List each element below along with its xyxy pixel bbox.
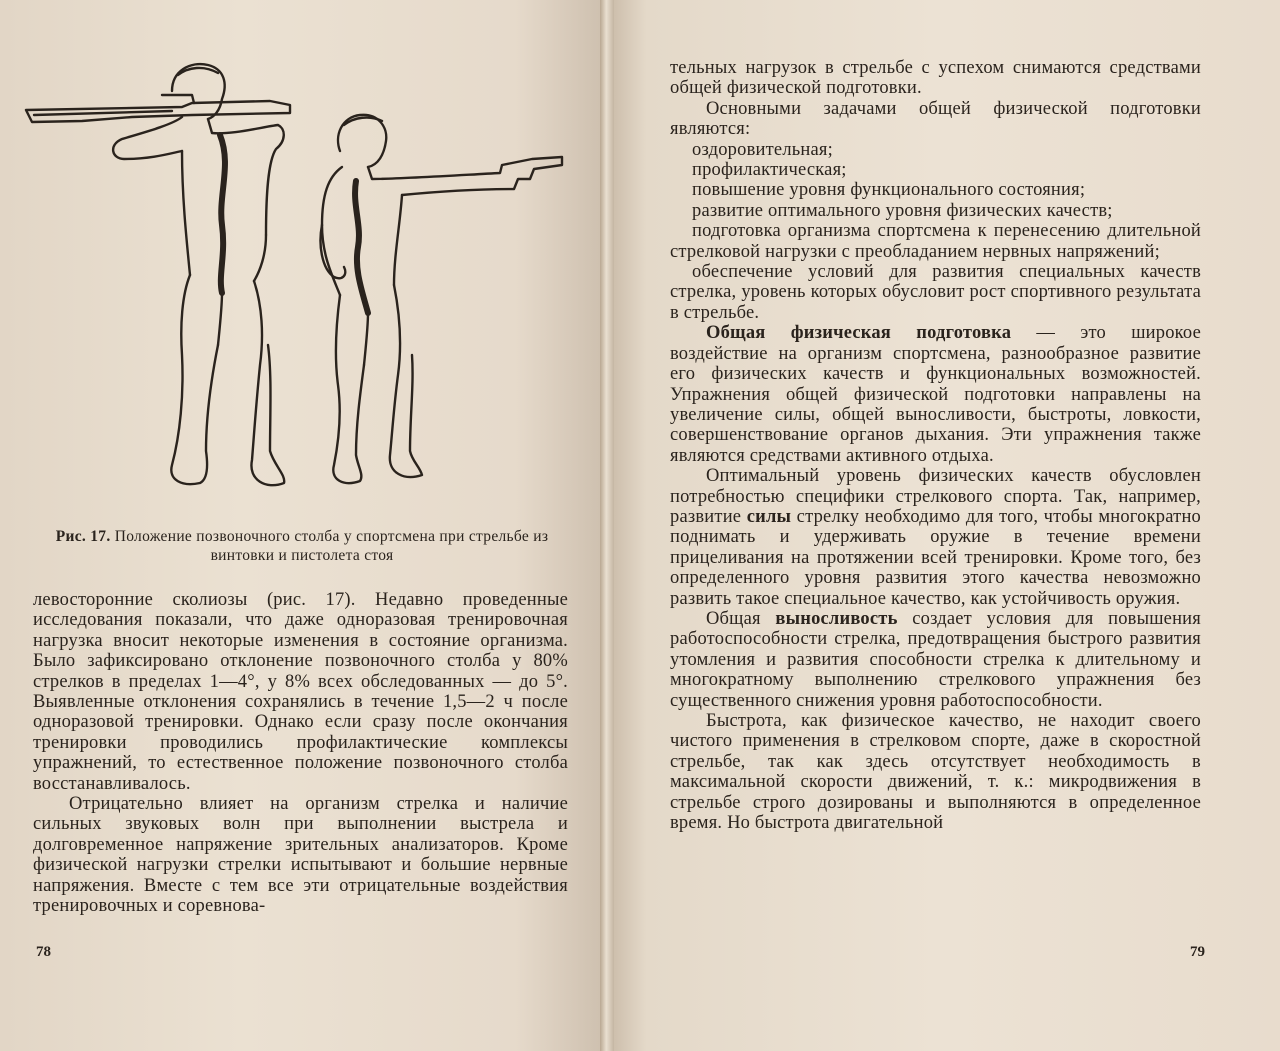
list-item: развитие оптимального уровня физических качеств; bbox=[692, 200, 1113, 221]
left-page bbox=[0, 0, 606, 1051]
page-number-right: 79 bbox=[1190, 944, 1205, 960]
right-page-body bbox=[670, 58, 1201, 833]
figure-caption bbox=[52, 527, 552, 565]
paragraph-optimal-level bbox=[670, 466, 1201, 609]
paragraph-general-physical-training bbox=[670, 323, 1201, 466]
paragraph-endurance bbox=[670, 609, 1201, 711]
paragraph-scoliosis: левосторонние сколиозы (рис. 17). Недавно проведенные исследования показали, что даже одноразовая тренировочная нагрузка вносит некоторые изменения в состояние организма. Было зафиксировано отклонение позвоночного столба у 80% стрелков в пределах 1—4°, у 8% всех обследованных — до 5°. Выявленные отклонения сохранялись в течение 1,5—2 ч после одноразовой тренировки. Однако если сразу после окончания тренировки проводились профилактические комплексы упражнений, то естественное положение позвоночного столба восстанавливалось. bbox=[33, 590, 568, 794]
list-item: обеспечение условий для развития специальных качеств стрелка, уровень которых обусловит рост спортивного результата в стрельбе. bbox=[670, 262, 1201, 323]
left-page-body bbox=[33, 590, 568, 917]
paragraph-tasks: Основными задачами общей физической подготовки являются: bbox=[670, 98, 1201, 140]
list-item: подготовка организма спортсмена к перенесению длительной стрелковой нагрузки с преобладанием нервных напряжений; bbox=[670, 221, 1201, 262]
page-number-left: 78 bbox=[36, 944, 51, 960]
paragraph-intro: тельных нагрузок в стрельбе с успехом снимаются средствами общей физической подготовки. bbox=[670, 58, 1201, 99]
paragraph-negative-effects: Отрицательно влияет на организм стрелка и наличие сильных звуковых волн при выполнении выстрела и долговременное напряжение зрительных анализаторов. Кроме физической нагрузки стрелки испытывают и большие нервные напряжения. Вместе с тем все эти отрицательные воздействия тренировочных и соревнова- bbox=[33, 794, 568, 917]
paragraph-opt-b: стрелку необходимо для того, чтобы многократно поднимать и удерживать оружие в течение времени прицеливания на протяжении всей тренировки. Кроме того, без определенного уровня развития этого качества невозможно развить такое специальное качество, как устойчивость оружия. bbox=[670, 506, 1201, 609]
term-endurance: выносливость bbox=[775, 608, 898, 629]
figure-label: Рис. 17. bbox=[55, 528, 111, 545]
list-item: профилактическая; bbox=[692, 160, 847, 181]
term-ofp: Общая физическая подготовка bbox=[706, 323, 1012, 344]
list-item: повышение уровня функционального состояния; bbox=[692, 180, 1086, 201]
paragraph-ofp-rest: — это широкое воздействие на организм спортсмена, разнообразное развитие его физических качеств и функциональных возможностей. Упражнения общей физической подготовки направлены на увеличение силы, общей выносливости, быстроты, ловкости, совершенствование органов дыхания. Эти упражнения также являются средствами активного отдыха. bbox=[670, 323, 1201, 466]
term-strength: силы bbox=[746, 506, 792, 527]
paragraph-endur-b: создает условия для повышения работоспособности стрелка, предотвращения быстрого развития утомления и развития способности стрелка к длительному и многократному выполнению стрелкового упражнения без существенного снижения уровня работоспособности. bbox=[670, 608, 1201, 711]
paragraph-endur-a: Общая bbox=[706, 608, 776, 629]
paragraph-speed: Быстрота, как физическое качество, не находит своего чистого применения в стрелковом спорте, даже в скоростной стрельбе, так как здесь отсутствует необходимость в максимальной скорости движений, т. к.: микродвижения в стрельбе строго дозированы и выполняются в определенное время. Но быстрота двигательной bbox=[670, 711, 1201, 834]
figure-caption-text: Положение позвоночного столба у спортсмена при стрельбе из винтовки и пистолета стоя bbox=[114, 528, 549, 564]
spine-posture-drawing bbox=[22, 55, 582, 525]
paragraph-opt-a: Оптимальный уровень физических качеств обусловлен потребностью специфики стрелкового спорта. Так, например, развитие bbox=[670, 466, 1201, 527]
figure-17-illustration bbox=[22, 55, 582, 525]
list-item: оздоровительная; bbox=[692, 139, 833, 160]
book-gutter bbox=[600, 0, 614, 1051]
